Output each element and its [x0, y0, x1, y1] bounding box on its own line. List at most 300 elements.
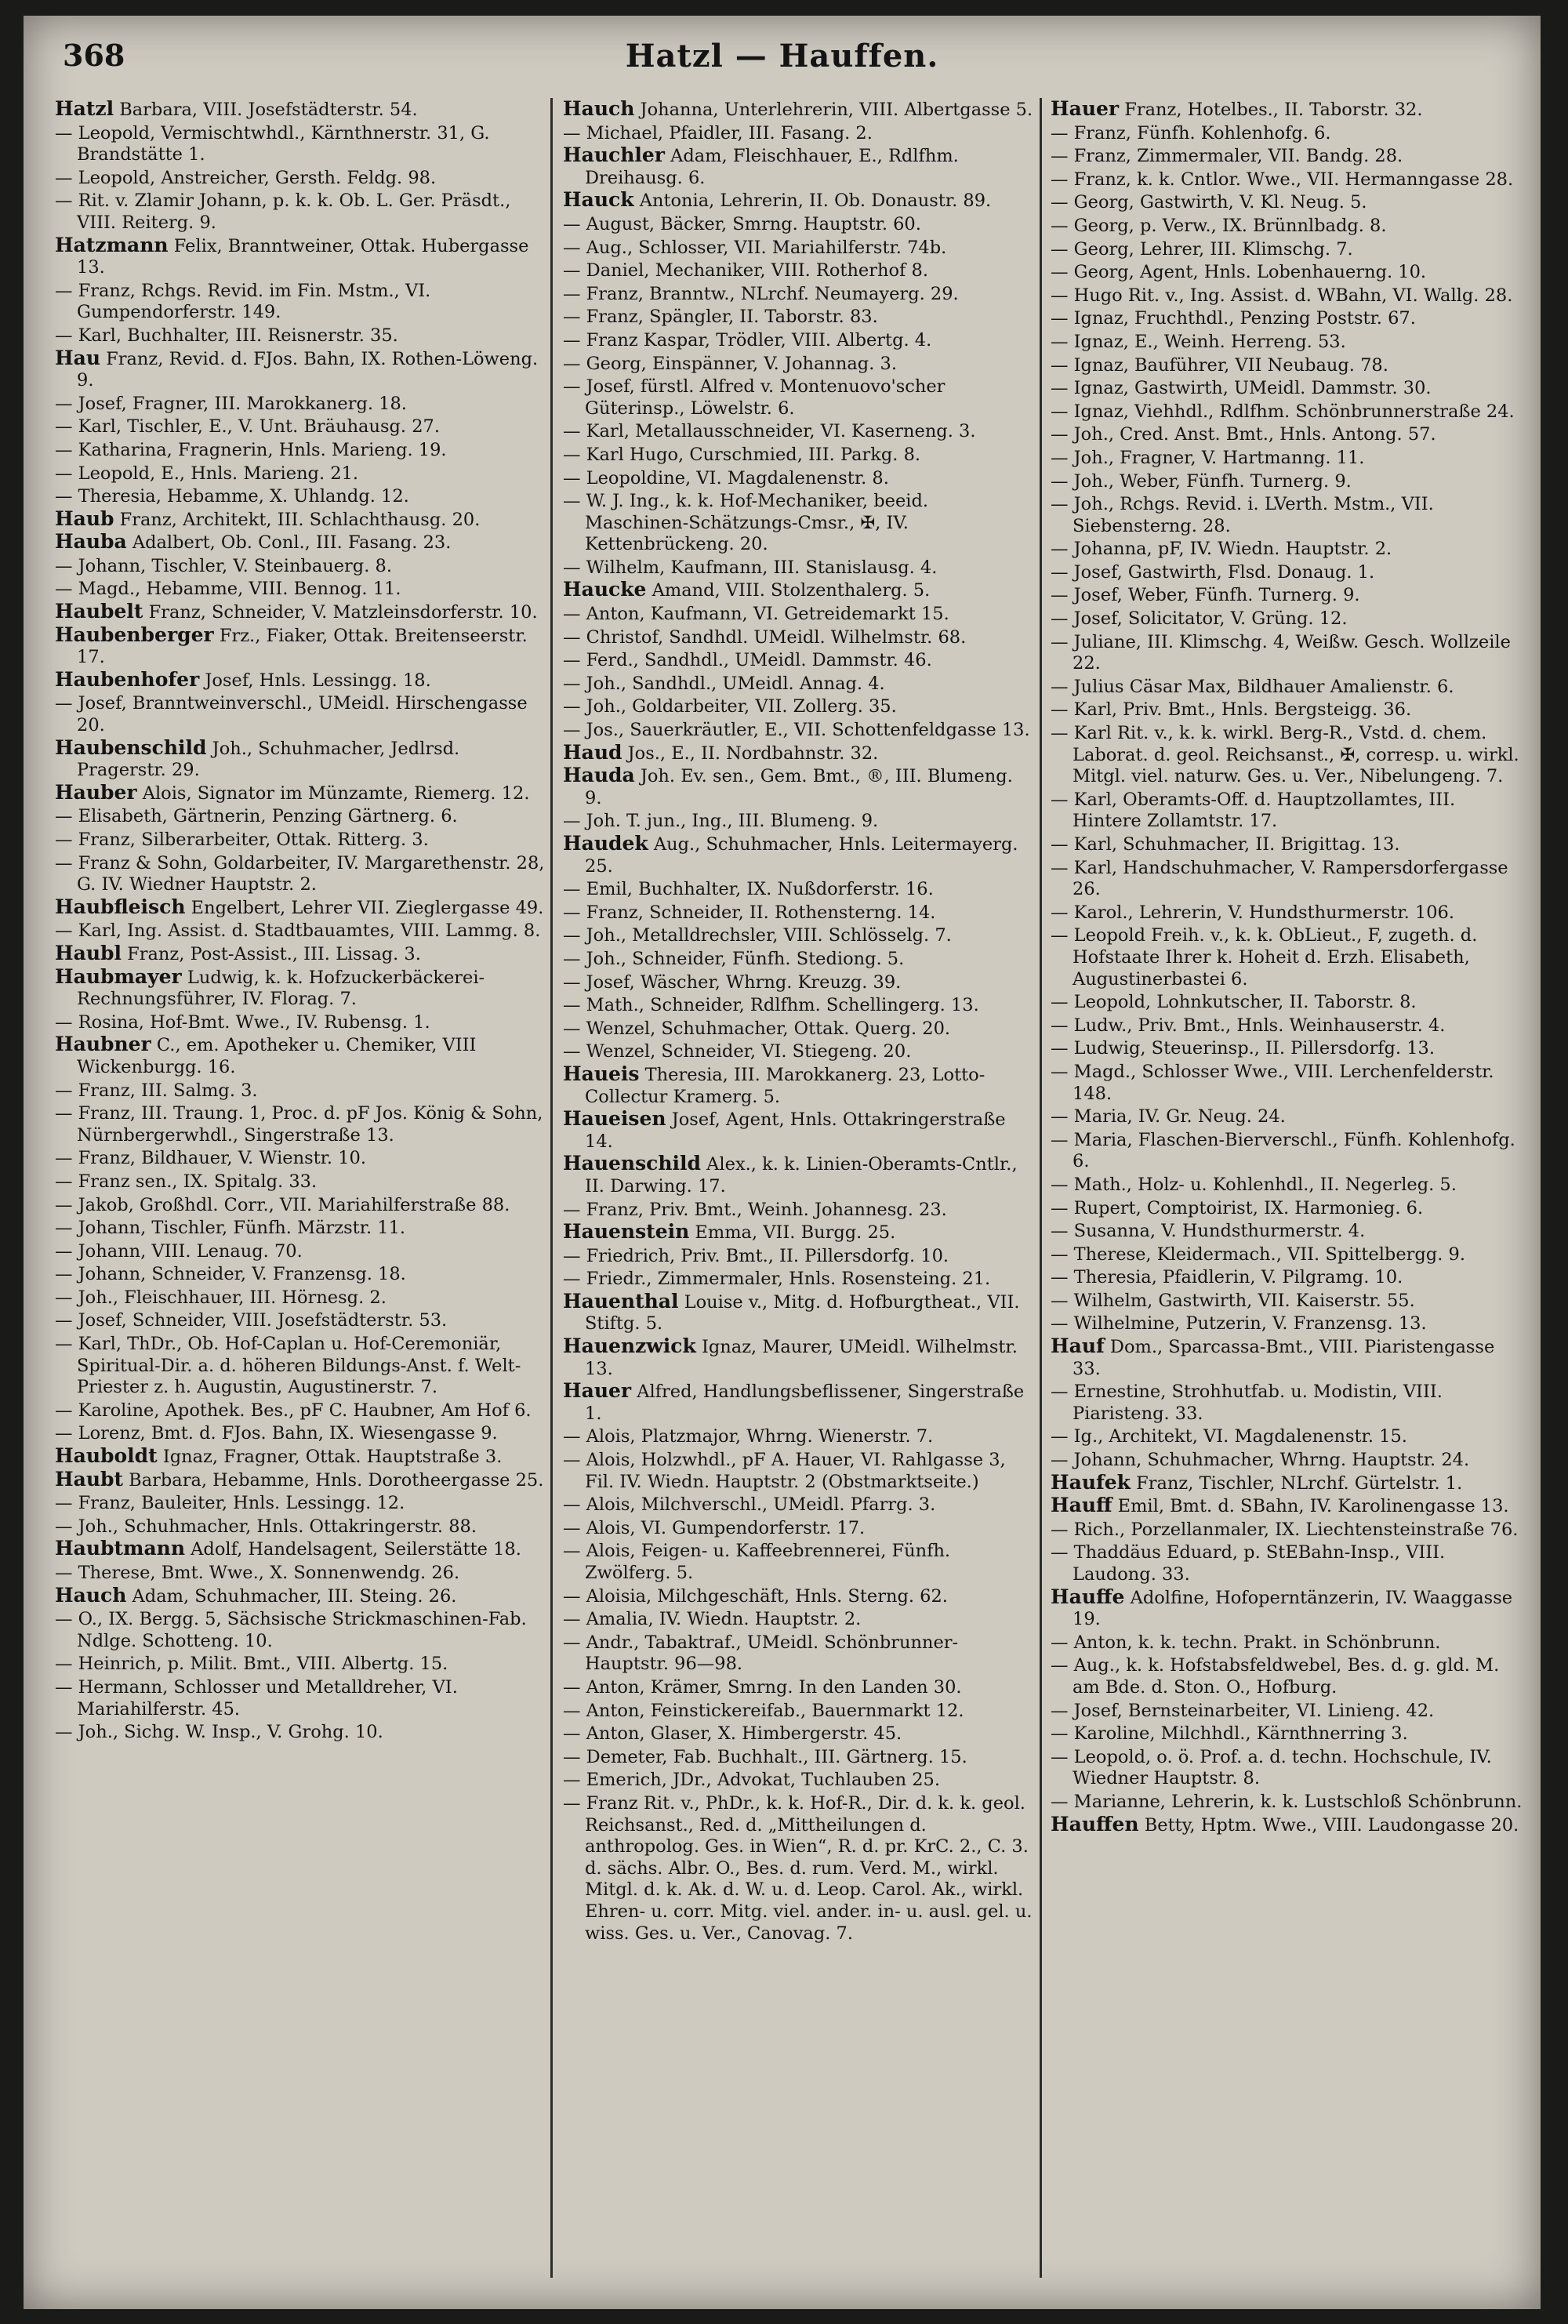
entry-surname: Haubl [55, 941, 122, 964]
directory-entry [563, 648, 1033, 672]
directory-entry [563, 1607, 1033, 1631]
directory-entry [563, 122, 1033, 145]
directory-entry [55, 919, 545, 942]
entry-details: — Karoline, Apothek. Bes., pF C. Haubner, Am Hof 6. [55, 1400, 532, 1421]
directory-entry [1051, 1722, 1527, 1745]
directory-entry [1051, 698, 1527, 721]
directory-entry [1051, 1173, 1527, 1196]
directory-entry [563, 1017, 1033, 1040]
directory-entry [55, 508, 545, 532]
entry-details: Alex., k. k. Linien-Oberamts-Cntlr., II. Darwing. 17. [585, 1154, 1018, 1196]
entry-details: — Christof, Sandhdl. UMeidl. Wilhelmstr. 68. [563, 626, 967, 648]
entry-details: — Anton, Glaser, X. Himbergerstr. 45. [563, 1723, 902, 1745]
directory-entry [563, 375, 1033, 419]
page-header [24, 38, 1541, 93]
entry-details: — Anton, Feinstickereifab., Bauernmarkt 12. [563, 1700, 964, 1721]
entry-surname: Haudek [563, 832, 648, 855]
entry-surname: Hauffe [1051, 1585, 1125, 1608]
directory-entry [1051, 537, 1527, 561]
entry-details: — Josef, Wäscher, Whrng. Kreuzg. 39. [563, 971, 902, 993]
directory-entry [1051, 630, 1527, 675]
entry-details: — Therese, Bmt. Wwe., X. Sonnenwendg. 26. [55, 1563, 460, 1583]
entry-surname: Haueis [563, 1062, 640, 1085]
entry-details: — Franz, Bauleiter, Hnls. Lessingg. 12. [55, 1493, 405, 1514]
directory-entry [55, 1422, 545, 1445]
entry-details: — Karl, Tischler, E., V. Unt. Bräuhausg. 27. [55, 416, 441, 438]
entry-details: — Franz, Schneider, II. Rothensterng. 14. [563, 902, 936, 923]
entry-details: Jos., E., II. Nordbahnstr. 32. [622, 743, 879, 764]
directory-entry [1051, 1128, 1527, 1173]
directory-entry [1051, 1541, 1527, 1585]
entry-details: — Jos., Sauerkräutler, E., VII. Schottenfeldgasse 13. [563, 720, 1030, 741]
directory-entry [55, 1676, 545, 1720]
entry-details: — Magd., Schlosser Wwe., VIII. Lerchenfelderstr. 148. [1051, 1061, 1494, 1104]
entry-details: — Karl, Handschuhmacher, V. Rampersdorfergasse 26. [1051, 857, 1508, 900]
entry-details: — Franz Rit. v., PhDr., k. k. Hof-R., Dir. d. k. k. geol. Reichsanst., Red. d. „Mittheilungen d. anthropolog. Ges. in Wien“, R. d. pr. KrC. 2., C. 3. d. sächs. Albr. O., Bes. d. rum. Verd. M., wirkl. Mitgl. d. k. Ak. d. W. u. d. Leop. Carol. Ak., wirkl. Ehren- u. corr. Mitg. viel. ander. in- u. ausl. gel. u. wiss. Ges. u. Ver., Canovag. 7. [563, 1792, 1033, 1944]
entry-surname: Hauf [1051, 1334, 1105, 1358]
entry-details: — Joh., Weber, Fünfh. Turnerg. 9. [1051, 470, 1352, 492]
entry-details: — Rupert, Comptoirist, IX. Harmonieg. 6. [1051, 1197, 1424, 1218]
directory-entry [55, 601, 545, 624]
directory-entry [1051, 330, 1527, 354]
directory-entry [55, 852, 545, 896]
directory-entry [1051, 901, 1527, 924]
entry-surname: Haubfleisch [55, 895, 186, 918]
entry-details: — Ferd., Sandhdl., UMeidl. Dammstr. 46. [563, 650, 932, 671]
directory-entry [563, 695, 1033, 718]
directory-entry [55, 324, 545, 347]
directory-entry [563, 877, 1033, 901]
entry-details: — Ignaz, Gastwirth, UMeidl. Dammstr. 30. [1051, 378, 1432, 399]
entry-details: Adam, Fleischhauer, E., Rdlfhm. Dreihausg. 6. [585, 146, 959, 188]
entry-details: — Joh., Goldarbeiter, VII. Zollerg. 35. [563, 696, 897, 717]
directory-entry [1051, 1380, 1527, 1425]
directory-entry [563, 718, 1033, 742]
directory-entry [1051, 214, 1527, 238]
directory-entry [1051, 1243, 1527, 1266]
directory-entry [1051, 423, 1527, 446]
entry-surname: Haud [563, 740, 622, 764]
entry-details: — Wilhelmine, Putzerin, V. Franzensg. 13. [1051, 1313, 1427, 1334]
entry-details: — Michael, Pfaidler, III. Fasang. 2. [563, 122, 873, 143]
directory-entry [1051, 1335, 1527, 1380]
entry-details: — Emil, Buchhalter, IX. Nußdorferstr. 16. [563, 879, 934, 900]
entry-details: Johanna, Unterlehrerin, VIII. Albertgasse 5. [634, 100, 1033, 120]
entry-details: — Ignaz, Viehhdl., Rdlfhm. Schönbrunnerstraße 24. [1051, 401, 1515, 422]
entry-surname: Haueisen [563, 1107, 666, 1131]
directory-entry [55, 804, 545, 828]
entry-details: — Leopold, Lohnkutscher, II. Taborstr. 8. [1051, 992, 1417, 1013]
entry-details: — Alois, Milchverschl., UMeidl. Pfarrg. 3. [563, 1494, 936, 1516]
entry-details: — Amalia, IV. Wiedn. Hauptstr. 2. [563, 1609, 862, 1630]
directory-entry [563, 1063, 1033, 1108]
directory-entry [55, 166, 545, 190]
directory-entry [55, 234, 545, 279]
entry-details: Ludwig, k. k. Hofzuckerbäckerei-Rechnungsführer, IV. Florag. 7. [77, 967, 485, 1010]
entry-details: — Johann, VIII. Lenaug. 70. [55, 1240, 303, 1262]
column-divider [1040, 98, 1042, 2278]
entry-details: — Franz, Spängler, II. Taborstr. 83. [563, 307, 878, 328]
entry-details: — Therese, Kleidermach., VII. Spittelbergg. 9. [1051, 1244, 1465, 1265]
entry-details: — Leopold, Vermischtwhdl., Kärnthnerstr. 31, G. Brandstätte 1. [55, 122, 490, 165]
directory-entry [1051, 990, 1527, 1014]
directory-entry [563, 947, 1033, 971]
entry-details: — Josef, Bernsteinarbeiter, VI. Linieng. 42. [1051, 1700, 1435, 1721]
directory-entry [1051, 1312, 1527, 1335]
directory-entry [563, 1448, 1033, 1493]
directory-entry [55, 966, 545, 1011]
entry-details: — Franz, Branntw., NLrchf. Neumayerg. 29. [563, 283, 959, 304]
entry-details: Barbara, Hebamme, Hnls. Dorotheergasse 25. [123, 1469, 544, 1491]
entry-details: — Jakob, Großhdl. Corr., VII. Mariahilferstraße 88. [55, 1194, 510, 1215]
directory-entry [563, 467, 1033, 490]
entry-details: Adalbert, Ob. Conl., III. Fasang. 23. [126, 532, 452, 554]
directory-entry [563, 742, 1033, 765]
directory-entry [1051, 446, 1527, 470]
directory-entry [563, 971, 1033, 994]
entry-surname: Hatzmann [55, 233, 169, 256]
directory-entry [55, 1652, 545, 1676]
entry-details: — Josef, Solicitator, V. Grüng. 12. [1051, 608, 1348, 630]
entry-details: — Wenzel, Schuhmacher, Ottak. Querg. 20. [563, 1018, 951, 1039]
directory-entry [55, 1102, 545, 1146]
directory-entry [1051, 98, 1527, 122]
directory-entry [1051, 1196, 1527, 1220]
directory-entry [563, 1631, 1033, 1676]
entry-details: — Ignaz, E., Weinh. Herreng. 53. [1051, 331, 1346, 352]
entry-surname: Haubmayer [55, 964, 182, 988]
entry-details: — Franz, Zimmermaler, VII. Bandg. 28. [1051, 146, 1403, 167]
directory-entry [55, 1309, 545, 1332]
directory-entry [55, 942, 545, 966]
entry-details: Frz., Fiaker, Ottak. Breitenseerstr. 17. [77, 625, 528, 668]
entry-surname: Hauba [55, 530, 127, 554]
entry-details: Joh. Ev. sen., Gem. Bmt., ®, III. Blumeng. 9. [585, 766, 1013, 808]
directory-entry [1051, 561, 1527, 584]
entry-details: — Franz & Sohn, Goldarbeiter, IV. Margarethenstr. 28, G. IV. Wiedner Hauptstr. 2. [55, 852, 545, 895]
directory-entry [55, 1491, 545, 1515]
entry-details: — Leopoldine, VI. Magdalenenstr. 8. [563, 467, 889, 488]
directory-entry [563, 1676, 1033, 1699]
directory-entry [563, 1585, 1033, 1608]
entry-details: — Andr., Tabaktraf., UMeidl. Schönbrunner-Hauptstr. 96—98. [563, 1632, 959, 1675]
entry-details: Theresia, III. Marokkanerg. 23, Lotto-Collectur Kramerg. 5. [585, 1064, 985, 1107]
entry-details: — August, Bäcker, Smrng. Hauptstr. 60. [563, 213, 921, 234]
directory-entry [1051, 238, 1527, 261]
entry-details: — Leopold, Anstreicher, Gersth. Feldg. 98. [55, 167, 437, 188]
entry-surname: Haubtmann [55, 1537, 186, 1560]
column-2 [563, 98, 1033, 2293]
entry-details: Franz, Tischler, NLrchf. Gürtelstr. 1. [1130, 1472, 1463, 1494]
entry-details: — Math., Schneider, Rdlfhm. Schellingerg. 13. [563, 995, 979, 1016]
directory-entry [1051, 492, 1527, 537]
directory-entry [563, 1792, 1033, 1945]
entry-details: Franz, Post-Assist., III. Lissag. 3. [121, 943, 421, 964]
entry-details: — Karol., Lehrerin, V. Hundsthurmerstr. 106. [1051, 902, 1455, 923]
entry-details: — Daniel, Mechaniker, VIII. Rotherhof 8. [563, 260, 928, 281]
directory-entry [1051, 1814, 1527, 1837]
entry-details: — Georg, Lehrer, III. Klimschg. 7. [1051, 238, 1353, 260]
entry-details: — Karl, ThDr., Ob. Hof-Caplan u. Hof-Ceremoniär, Spiritual-Dir. a. d. höheren Bildungs-Anst. f. Welt-Priester z. h. Augustin, Augustinerstr. 7. [55, 1334, 521, 1398]
entry-details: — Franz sen., IX. Spitalg. 33. [55, 1171, 318, 1192]
entry-details: — Johanna, pF, IV. Wiedn. Hauptstr. 2. [1051, 539, 1392, 560]
directory-entry [563, 1108, 1033, 1153]
entry-details: — Karl Rit. v., k. k. wirkl. Berg-R., Vstd. d. chem. Laborat. d. geol. Reichsanst., ✠, corresp. u. wirkl. Mitgl. viel. naturw. Ges. u. Ver., Nibelungeng. 7. [1051, 723, 1519, 787]
directory-entry [563, 1768, 1033, 1792]
directory-entry [55, 896, 545, 920]
directory-entry [55, 415, 545, 438]
entry-details: Franz, Revid. d. FJos. Bahn, IX. Rothen-Löweng. 9. [77, 348, 539, 391]
directory-entry [55, 828, 545, 852]
directory-entry [55, 1286, 545, 1309]
directory-entry [563, 352, 1033, 376]
directory-entry [55, 554, 545, 578]
entry-details: — Franz, Silberarbeiter, Ottak. Ritterg. 3. [55, 830, 429, 850]
directory-entry [55, 1585, 545, 1608]
entry-details: Adam, Schuhmacher, III. Steing. 26. [126, 1585, 457, 1607]
entry-details: — Josef, Fragner, III. Marokkanerg. 18. [55, 393, 407, 414]
entry-details: Aug., Schuhmacher, Hnls. Leitermayerg. 25. [585, 834, 1018, 877]
entry-details: — Joh., Fleischhauer, III. Hörnesg. 2. [55, 1287, 387, 1308]
entry-surname: Hauboldt [55, 1444, 158, 1468]
entry-details: — Joh., Schneider, Fünfh. Stediong. 5. [563, 948, 905, 969]
directory-entry [563, 1539, 1033, 1584]
entry-surname: Haubenberger [55, 623, 214, 646]
entry-details: — Joh., Cred. Anst. Bmt., Hnls. Antong. 57. [1051, 424, 1436, 445]
directory-entry [563, 833, 1033, 877]
entry-surname: Haub [55, 507, 114, 530]
entry-details: — Franz, Fünfh. Kohlenhofg. 6. [1051, 122, 1331, 143]
entry-surname: Hauch [563, 98, 635, 120]
entry-details: Alfred, Handlungsbeflissener, Singerstraße 1. [585, 1382, 1025, 1424]
directory-entry [1051, 856, 1527, 901]
entry-details: — Juliane, III. Klimschg. 4, Weißw. Gesch. Wollzeile 22. [1051, 631, 1511, 674]
directory-entry [563, 901, 1033, 924]
directory-entry [563, 556, 1033, 579]
directory-entry [55, 577, 545, 601]
directory-entry [55, 347, 545, 392]
directory-entry [1051, 1425, 1527, 1448]
entry-details: — Josef, Schneider, VIII. Josefstädterstr. 53. [55, 1310, 448, 1331]
directory-entry [55, 1720, 545, 1744]
entry-details: — Alois, VI. Gumpendorferstr. 17. [563, 1517, 866, 1538]
directory-entry [55, 624, 545, 669]
column-3 [1051, 98, 1527, 2293]
directory-entry [563, 993, 1033, 1017]
entry-details: — Maria, IV. Gr. Neug. 24. [1051, 1106, 1286, 1128]
directory-entry [55, 1538, 545, 1561]
directory-entry [563, 1380, 1033, 1425]
entry-details: — Magd., Hebamme, VIII. Bennog. 11. [55, 579, 401, 600]
directory-entry [1051, 833, 1527, 856]
directory-entry [55, 782, 545, 805]
entry-details: — Franz, III. Traung. 1, Proc. d. pF Jos. König & Sohn, Nürnbergerwhdl., Singerstraße 13. [55, 1103, 543, 1146]
entry-surname: Haubt [55, 1467, 124, 1491]
entry-details: Louise v., Mitg. d. Hofburgtheat., VII. Stiftg. 5. [585, 1291, 1020, 1334]
directory-entry [1051, 1448, 1527, 1472]
entry-details: Dom., Sparcassa-Bmt., VIII. Piaristengasse 33. [1073, 1337, 1495, 1379]
entry-details: — Johann, Tischler, Fünfh. Märzstr. 11. [55, 1218, 406, 1239]
directory-entry [55, 1216, 545, 1240]
directory-entry [1051, 1105, 1527, 1128]
directory-entry [55, 1607, 545, 1652]
entry-surname: Hau [55, 346, 100, 369]
entry-surname: Hauch [55, 1583, 127, 1607]
entry-surname: Hauchler [563, 143, 665, 167]
directory-entry [55, 1561, 545, 1585]
directory-entry [1051, 1494, 1527, 1518]
directory-entry [55, 1262, 545, 1286]
entry-surname: Haucke [563, 578, 647, 601]
directory-entry [55, 737, 545, 782]
entry-surname: Hauer [1051, 98, 1120, 120]
entry-details: — Emerich, JDr., Advokat, Tuchlauben 25. [563, 1770, 941, 1791]
entry-surname: Hauenthal [563, 1289, 679, 1313]
entry-details: Alois, Signator im Münzamte, Riemerg. 12. [136, 783, 530, 804]
directory-entry [563, 1198, 1033, 1222]
directory-entry [1051, 675, 1527, 699]
entry-surname: Haubenhofer [55, 667, 200, 691]
entry-details: — Karl, Metallausschneider, VI. Kaserneng. 3. [563, 421, 976, 442]
directory-entry [1051, 260, 1527, 284]
directory-entry [1051, 1014, 1527, 1037]
entry-details: — Friedrich, Priv. Bmt., II. Pillersdorfg. 10. [563, 1245, 949, 1266]
directory-entry [55, 1011, 545, 1034]
directory-entry [55, 1146, 545, 1170]
entry-details: — Josef, Weber, Fünfh. Turnerg. 9. [1051, 585, 1360, 606]
entry-details: — Heinrich, p. Milit. Bmt., VIII. Albertg. 15. [55, 1654, 448, 1675]
entry-surname: Hauffen [1051, 1812, 1139, 1836]
entry-surname: Hauenzwick [563, 1334, 696, 1358]
directory-entry [55, 531, 545, 554]
directory-entry [1051, 1699, 1527, 1723]
entry-details: — Georg, Gastwirth, V. Kl. Neug. 5. [1051, 192, 1367, 213]
directory-entry [563, 924, 1033, 947]
directory-entry [563, 443, 1033, 467]
entry-details: — Karl Hugo, Curschmied, III. Parkg. 8. [563, 444, 921, 465]
column-divider [550, 98, 553, 2278]
entry-details: — Anton, Krämer, Smrng. In den Landen 30. [563, 1676, 962, 1698]
entry-details: Franz, Architekt, III. Schlachthausg. 20. [114, 509, 481, 530]
entry-details: — Wilhelm, Kaufmann, III. Stanislausg. 4. [563, 557, 938, 578]
directory-entry [55, 485, 545, 508]
directory-entry [55, 392, 545, 416]
page-number: 368 [63, 38, 125, 73]
entry-details: — Karl, Priv. Bmt., Hnls. Bergsteigg. 36. [1051, 699, 1412, 721]
directory-entry [55, 1170, 545, 1193]
entry-details: Josef, Hnls. Lessingg. 18. [199, 670, 431, 691]
directory-entry [563, 1040, 1033, 1063]
directory-entry [563, 259, 1033, 282]
directory-entry [55, 1079, 545, 1102]
entry-details: — Georg, Agent, Hnls. Lobenhauerng. 10. [1051, 262, 1427, 283]
entry-details: — Wenzel, Schneider, VI. Stiegeng. 20. [563, 1041, 912, 1062]
entry-surname: Hatzl [55, 98, 114, 120]
directory-entry [563, 1153, 1033, 1197]
entry-details: — Karoline, Milchhdl., Kärnthnerring 3. [1051, 1723, 1408, 1745]
entry-details: — Rich., Porzellanmaler, IX. Liechtensteinstraße 76. [1051, 1519, 1519, 1540]
entry-details: — O., IX. Bergg. 5, Sächsische Strickmaschinen-Fab. Ndlge. Schotteng. 10. [55, 1609, 527, 1651]
directory-entry [1051, 924, 1527, 990]
directory-entry [55, 1193, 545, 1217]
directory-entry [1051, 788, 1527, 833]
entry-details: — Marianne, Lehrerin, k. k. Lustschloß Schönbrunn. [1051, 1791, 1523, 1812]
directory-entry [563, 1493, 1033, 1516]
entry-surname: Haubner [55, 1033, 151, 1056]
entry-details: — Franz, k. k. Cntlor. Wwe., VII. Hermanngasse 28. [1051, 169, 1514, 190]
directory-entry [1051, 1472, 1527, 1495]
directory-entry [1051, 1745, 1527, 1790]
directory-entry [563, 626, 1033, 649]
entry-details: Franz, Hotelbes., II. Taborstr. 32. [1119, 100, 1423, 120]
entry-details: Barbara, VIII. Josefstädterstr. 54. [114, 100, 418, 120]
entry-details: — Maria, Flaschen-Bierverschl., Fünfh. Kohlenhofg. 6. [1051, 1129, 1515, 1172]
column-1 [55, 98, 545, 2293]
entry-details: — Karl, Oberamts-Off. d. Hauptzollamtes, III. Hintere Zollamtstr. 17. [1051, 789, 1456, 832]
entry-details: — Hermann, Schlosser und Metalldreher, VI. Mariahilferstr. 45. [55, 1676, 458, 1719]
entry-details: — Karl, Buchhalter, III. Reisnerstr. 35. [55, 325, 398, 346]
entry-details: — Anton, k. k. techn. Prakt. in Schönbrunn. [1051, 1632, 1441, 1653]
directory-entry [55, 98, 545, 122]
entry-details: — Lorenz, Bmt. d. FJos. Bahn, IX. Wiesengasse 9. [55, 1423, 498, 1444]
entry-details: Antonia, Lehrerin, II. Ob. Donaustr. 89. [633, 191, 992, 212]
directory-entry [563, 189, 1033, 212]
directory-entry [563, 1335, 1033, 1380]
entry-details: — Georg, p. Verw., IX. Brünnlbadg. 8. [1051, 215, 1387, 236]
entry-details: — Josef, fürstl. Alfred v. Montenuovo'scher Güterinsp., Löwelstr. 6. [563, 376, 946, 419]
entry-details: — Johann, Tischler, V. Steinbauerg. 8. [55, 555, 392, 576]
directory-entry [1051, 1037, 1527, 1060]
directory-entry [1051, 1586, 1527, 1631]
directory-entry [563, 579, 1033, 602]
entry-details: — Aug., Schlosser, VII. Mariahilferstr. 74b. [563, 237, 947, 258]
entry-details: — Alois, Feigen- u. Kaffeebrennerei, Fünfh. Zwölferg. 5. [563, 1541, 951, 1583]
entry-details: — Joh., Metalldrechsler, VIII. Schlösselg. 7. [563, 925, 952, 946]
directory-entry [563, 1291, 1033, 1335]
directory-entry [1051, 1518, 1527, 1541]
directory-entry [55, 1240, 545, 1263]
entry-details: — Joh., Sandhdl., UMeidl. Annag. 4. [563, 673, 885, 694]
entry-details: — Joh. T. jun., Ing., III. Blumeng. 9. [563, 811, 879, 832]
entry-details: Amand, VIII. Stolzenthalerg. 5. [646, 580, 931, 601]
entry-details: — Anton, Kaufmann, VI. Getreidemarkt 15. [563, 604, 949, 625]
entry-details: — Leopold Freih. v., k. k. ObLieut., F, zugeth. d. Hofstaate Ihrer k. Hoheit d. Erzh. Elisabeth, Augustinerbastei 6. [1051, 925, 1478, 990]
entry-details: Emil, Bmt. d. SBahn, IV. Karolinengasse 13. [1112, 1496, 1509, 1517]
entry-details: — Hugo Rit. v., Ing. Assist. d. WBahn, VI. Wallg. 28. [1051, 285, 1513, 306]
directory-entry [563, 282, 1033, 306]
directory-entry [1051, 1790, 1527, 1814]
entry-details: — Ig., Architekt, VI. Magdalenenstr. 15. [1051, 1426, 1407, 1447]
entry-details: — Johann, Schuhmacher, Whrng. Hauptstr. 24. [1051, 1450, 1470, 1471]
entry-details: Emma, VII. Burgg. 25. [689, 1222, 896, 1244]
entry-surname: Hauda [563, 764, 635, 787]
directory-entry [55, 1332, 545, 1399]
directory-entry [1051, 354, 1527, 377]
entry-details: — Ludw., Priv. Bmt., Hnls. Weinhauserstr. 4. [1051, 1015, 1446, 1036]
entry-details: — Franz, Rchgs. Revid. im Fin. Mstm., VI. Gumpendorferstr. 149. [55, 280, 431, 323]
entry-details: — Alois, Platzmajor, Whrng. Wienerstr. 7. [563, 1426, 934, 1447]
directory-entry [1051, 307, 1527, 330]
directory-entry [55, 692, 545, 736]
directory-entry [55, 189, 545, 234]
directory-entry [55, 1033, 545, 1078]
entry-details: — Susanna, V. Hundsthurmerstr. 4. [1051, 1221, 1366, 1242]
entry-details: — Aug., k. k. Hofstabsfeldwebel, Bes. d. g. gld. M. am Bde. d. Ston. O., Hofburg. [1051, 1655, 1500, 1698]
entry-details: — Franz Kaspar, Trödler, VIII. Albertg. 4. [563, 329, 932, 350]
directory-entry [1051, 1654, 1527, 1698]
entry-details: Ignaz, Maurer, UMeidl. Wilhelmstr. 13. [585, 1337, 1018, 1379]
entry-details: — Elisabeth, Gärtnerin, Penzing Gärtnerg. 6. [55, 806, 458, 827]
